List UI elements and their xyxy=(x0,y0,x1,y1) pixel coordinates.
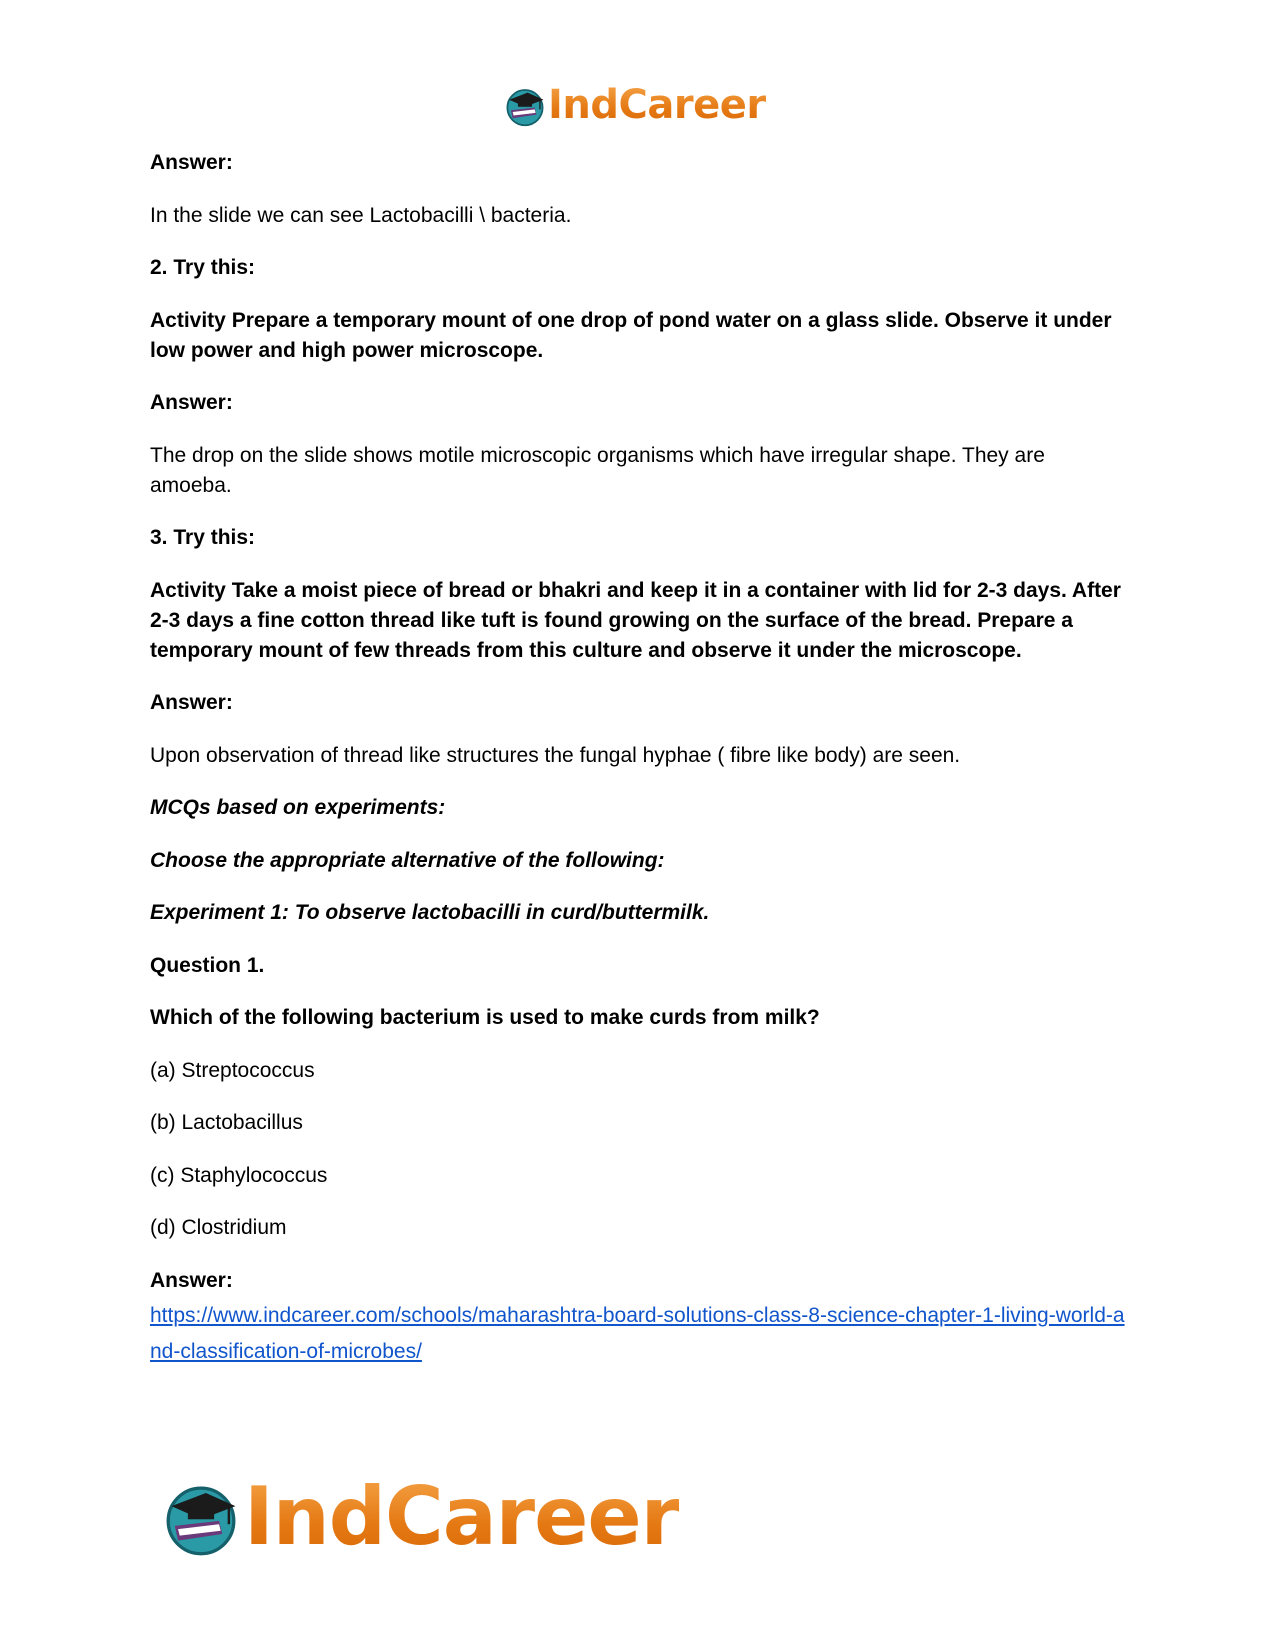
option-c: (c) Staphylococcus xyxy=(150,1163,328,1187)
experiment-heading: Experiment 1: To observe lactobacilli in curd/buttermilk. xyxy=(150,901,710,924)
answer-text: The drop on the slide shows motile microscopic organisms which have irregular shape. They are amoeba. xyxy=(150,443,1045,497)
answer-heading: Answer: xyxy=(150,691,233,714)
section-heading: 2. Try this: xyxy=(150,256,256,279)
activity-text: Activity Prepare a temporary mount of one drop of pond water on a glass slide. Observe it under low power and high power microscope. xyxy=(150,308,1112,362)
document-body xyxy=(150,148,1130,1370)
activity-text: Activity Take a moist piece of bread or bhakri and keep it in a container with lid for 2-3 days. After 2-3 days a fine cotton thread like tuft is found growing on the surface of the bread. Prepare a temporary mount of few threads from this culture and observe it under the microscope. xyxy=(150,578,1121,662)
source-link[interactable]: https://www.indcareer.com/schools/maharashtra-board-solutions-class-8-science-chapter-1-living-world-and-classification-of-microbes/ xyxy=(150,1304,1125,1363)
header-logo xyxy=(503,80,766,130)
graduation-cap-book-globe-icon xyxy=(503,83,547,127)
option-d: (d) Clostridium xyxy=(150,1216,287,1239)
graduation-cap-book-globe-icon xyxy=(160,1475,242,1557)
question-number: Question 1. xyxy=(150,953,265,977)
brand-wordmark: IndCareer xyxy=(548,82,766,128)
instruction-text: Choose the appropriate alternative of the following: xyxy=(150,848,665,872)
section-heading: 3. Try this: xyxy=(150,526,256,549)
footer-logo xyxy=(160,1470,679,1562)
answer-text: Upon observation of thread like structures the fungal hyphae ( fibre like body) are seen. xyxy=(150,743,961,767)
answer-heading: Answer: xyxy=(150,391,233,414)
question-text: Which of the following bacterium is used to make curds from milk? xyxy=(150,1006,820,1029)
answer-text: In the slide we can see Lactobacilli \ bacteria. xyxy=(150,203,572,227)
answer-heading: Answer: xyxy=(150,1268,233,1292)
option-a: (a) Streptococcus xyxy=(150,1058,315,1082)
answer-heading: Answer: xyxy=(150,151,233,174)
mcq-heading: MCQs based on experiments: xyxy=(150,796,446,819)
option-b: (b) Lactobacillus xyxy=(150,1111,303,1134)
brand-wordmark: IndCareer xyxy=(244,1469,680,1563)
